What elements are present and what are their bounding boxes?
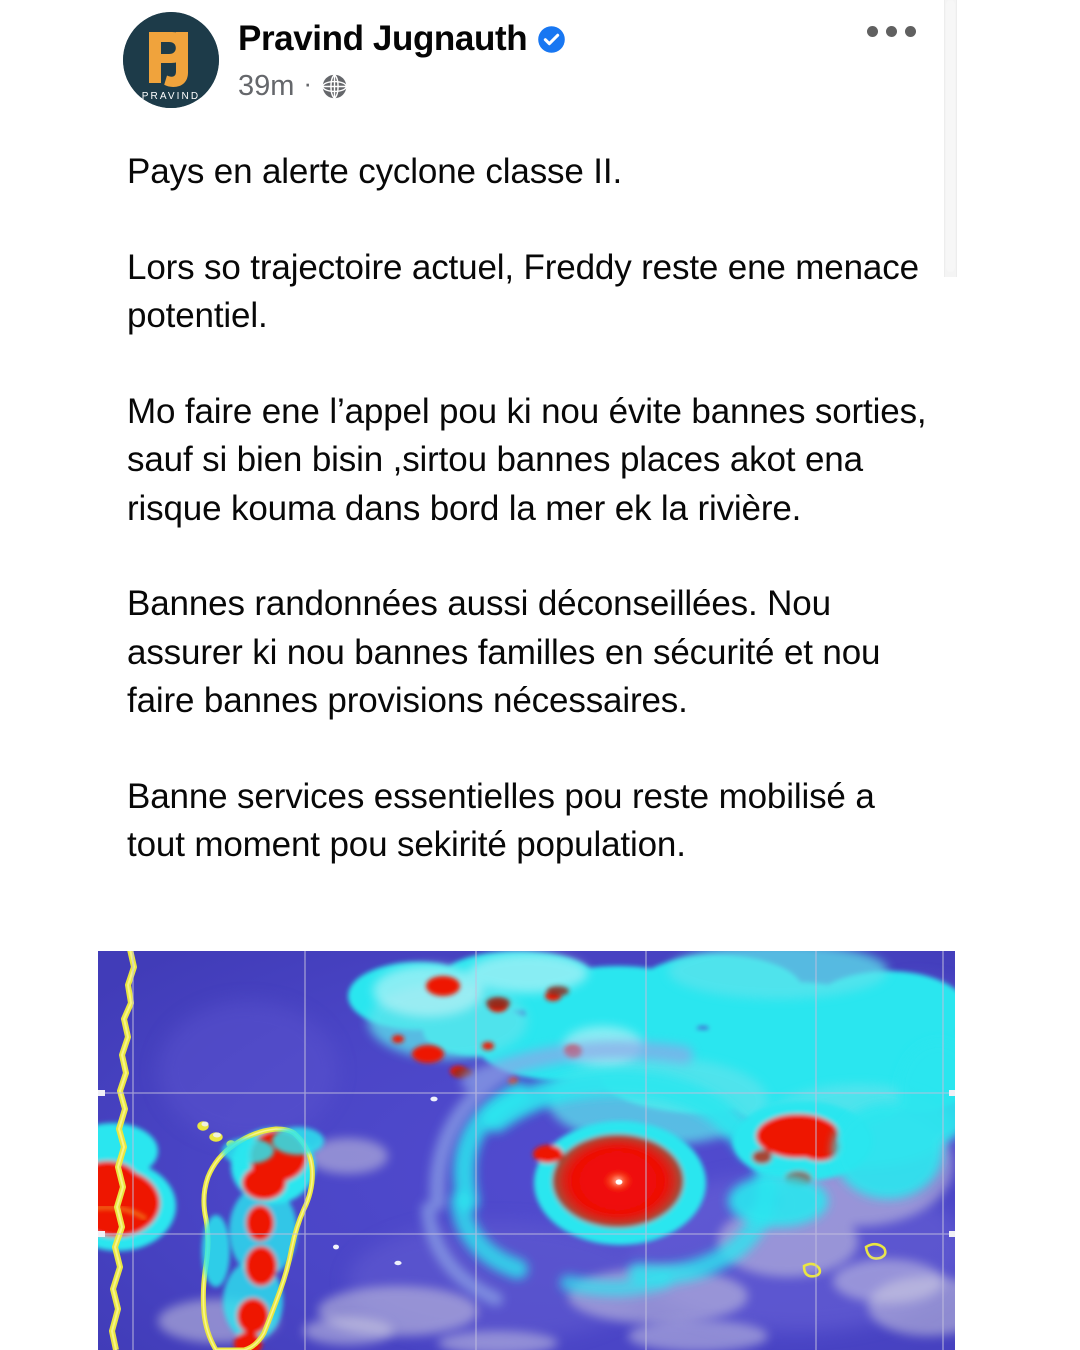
post-body: [127, 148, 939, 870]
satellite-image: [98, 951, 955, 1350]
avatar[interactable]: [123, 12, 219, 108]
post-header: [0, 0, 955, 132]
ellipsis-dot: [905, 26, 916, 37]
author-row[interactable]: [238, 19, 566, 59]
post-paragraph: Mo faire ene l’appel pou ki nou évite bannes sorties, sauf si bien bisin ,sirtou bannes places akot ena risque kouma dans bord la mer ek la rivière.: [127, 391, 927, 528]
post-options-menu-button[interactable]: [867, 26, 916, 37]
post-timestamp[interactable]: 39m: [238, 70, 295, 102]
verified-badge-icon: [537, 25, 566, 54]
meta-separator: ·: [303, 68, 313, 98]
ellipsis-dot: [886, 26, 897, 37]
svg-text:PRAVIND: PRAVIND: [141, 91, 201, 102]
post-attachment-satellite-image[interactable]: [98, 951, 955, 1350]
author-name[interactable]: Pravind Jugnauth: [238, 19, 528, 58]
post-meta: [238, 69, 348, 103]
ellipsis-dot: [867, 26, 878, 37]
post-paragraph: Pays en alerte cyclone classe II.: [127, 152, 623, 191]
post-paragraph: Bannes randonnées aussi déconseillées. Nou assurer ki nou bannes familles en sécurité et nou faire bannes provisions nécessaires.: [127, 584, 881, 720]
globe-icon[interactable]: [321, 73, 348, 100]
post-paragraph: Banne services essentielles pou reste mobilisé a tout moment pou sekirité population.: [127, 776, 875, 864]
avatar-logo-icon: [123, 12, 219, 108]
post-paragraph: Lors so trajectoire actuel, Freddy reste ene menace potentiel.: [127, 247, 919, 335]
